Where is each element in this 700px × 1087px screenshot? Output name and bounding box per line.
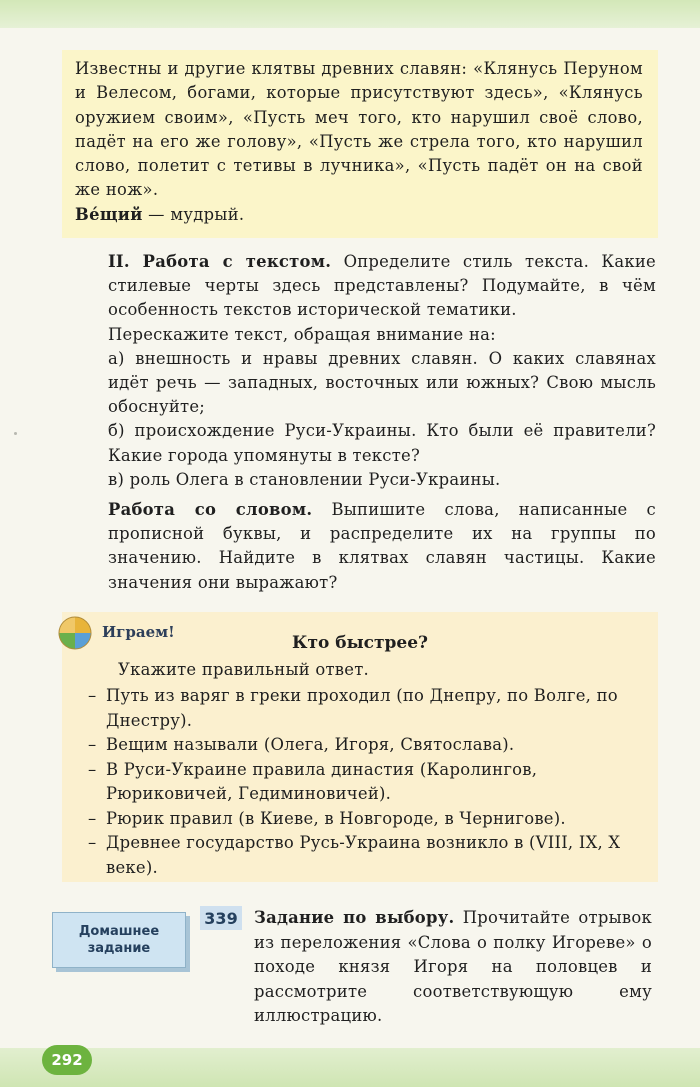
ball-icon — [58, 616, 92, 650]
list-item: – В Руси-Украине правила династия (Каролингов, Рюриковичей, Гедиминовичей). — [88, 759, 538, 803]
oath-note — [75, 57, 643, 227]
scan-speck — [14, 432, 17, 435]
homework-task — [254, 906, 652, 1029]
list-item: – Древнее государство Русь-Украина возникло в (VIII, IX, X веке). — [88, 833, 621, 877]
text-work-body: Определите стиль текста. Какие стилевые черты здесь представлены? Подумайте, в чём особенность текстов исторической тематики. — [108, 252, 656, 320]
term-meaning: — мудрый. — [142, 204, 245, 224]
list-item-text: В Руси-Украине правила династия (Каролингов, Рюриковичей, Гедиминовичей). — [106, 759, 538, 803]
game-label: Играем! — [102, 623, 175, 641]
task-number: 339 — [200, 906, 242, 930]
homework-badge — [52, 912, 186, 968]
list-item: – Путь из варяг в греки проходил (по Днепру, по Волге, по Днестру). — [88, 686, 618, 730]
text-work-heading: II. Работа с текстом. — [108, 252, 332, 271]
list-item-text: Вещим называли (Олега, Игоря, Святослава). — [106, 735, 515, 754]
list-item-text: Древнее государство Русь-Украина возникло в (VIII, IX, X веке). — [106, 833, 621, 877]
game-title: Кто быстрее? — [292, 633, 428, 653]
game-list — [88, 684, 648, 880]
list-item-text: Рюрик правил (в Киеве, в Новгороде, в Чернигове). — [106, 808, 566, 828]
homework-task-heading: Задание по выбору. — [254, 908, 455, 927]
retell-point-c: в) роль Олега в становлении Руси-Украины. — [108, 469, 501, 489]
text-work-paragraph — [108, 250, 656, 323]
term-word: Ве́щий — [75, 204, 143, 224]
term-definition — [75, 203, 643, 227]
page-number: 292 — [42, 1045, 92, 1075]
retell-point-a: а) внешность и нравы древних славян. О каких славянах идёт речь — западных, восточных или южных? Свою мысль обоснуйте; — [108, 348, 656, 417]
homework-badge-text: Домашнее задание — [78, 924, 160, 956]
word-work-body: Выпишите слова, написанные с прописной буквы, и распределите их на группы по значению. Найдите в клятвах славян частицы. Какие значения они выражают? — [108, 500, 656, 592]
assignment-text — [108, 250, 656, 595]
list-item: – Рюрик правил (в Киеве, в Новгороде, в Чернигове). — [88, 808, 566, 828]
game-intro: Укажите правильный ответ. — [118, 660, 370, 679]
bottom-color-band — [0, 1048, 700, 1087]
word-work-heading: Работа со словом. — [108, 500, 313, 520]
list-item-text: Путь из варяг в греки проходил (по Днепру, по Волге, по Днестру). — [106, 686, 618, 730]
homework-task-body: Прочитайте отрывок из переложения «Слова о полку Игореве» о походе князя Игоря на половцев и рассмотрите соответствующую ему иллюстрацию. — [254, 908, 652, 1026]
top-color-band — [0, 0, 700, 28]
retell-instruction: Перескажите текст, обращая внимание на: — [108, 324, 496, 344]
word-work-paragraph — [108, 498, 656, 595]
retell-point-b: б) происхождение Руси-Украины. Кто были её правители? Какие города упомянуты в тексте? — [108, 421, 656, 465]
list-item: – Вещим называли (Олега, Игоря, Святослава). — [88, 735, 515, 754]
oath-paragraph: Известны и другие клятвы древних славян: «Клянусь Перуном и Велесом, богами, которые присутствуют здесь», «Клянусь оружием своим», «Пусть меч того, кто нарушил своё слово, падёт на его же голову», «Пусть же стрела того, кто нарушил слово, полетит с тетивы в лучника», «Пусть падёт он на свой же нож». — [75, 59, 643, 200]
